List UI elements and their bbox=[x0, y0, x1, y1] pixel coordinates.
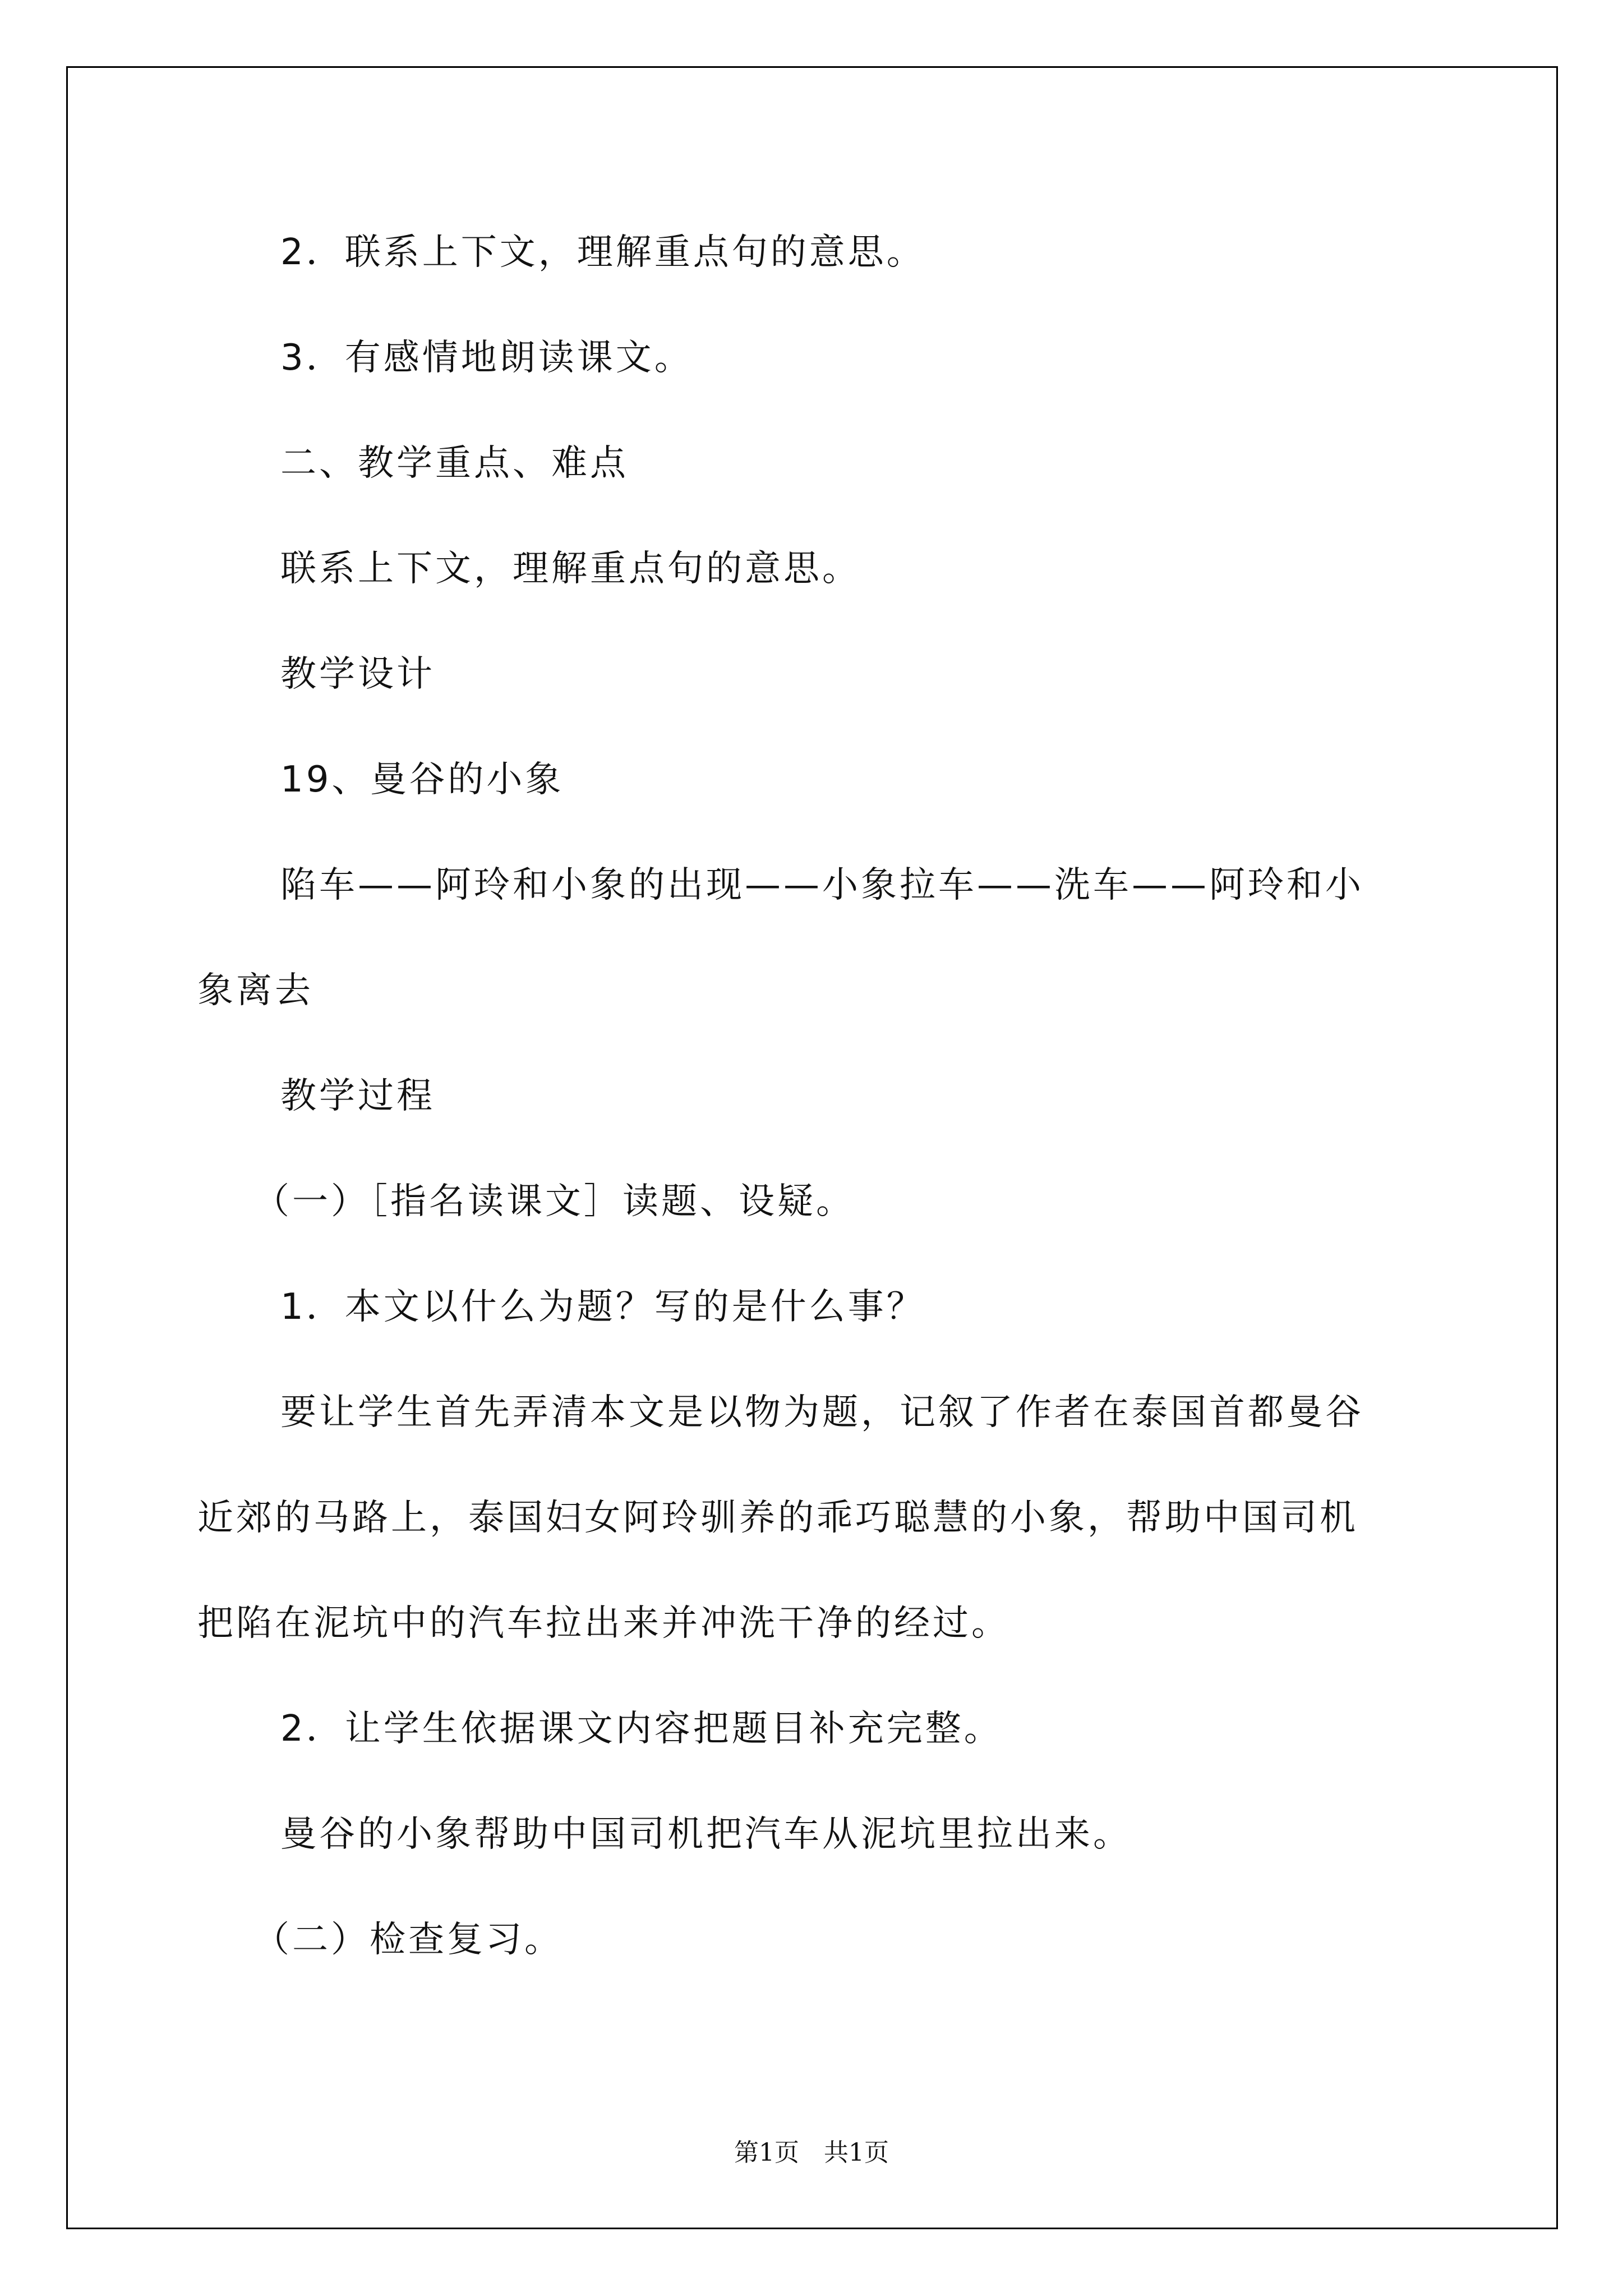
text-line: 2．让学生依据课文内容把题目补充完整。 bbox=[280, 1708, 1003, 1750]
text-line: 把陷在泥坑中的汽车拉出来并冲洗干净的经过。 bbox=[197, 1603, 1010, 1644]
text-line: 联系上下文，理解重点句的意思。 bbox=[280, 548, 861, 590]
text-line: 3．有感情地朗读课文。 bbox=[280, 337, 693, 379]
text-line: 象离去 bbox=[197, 970, 313, 1011]
text-line: 陷车——阿玲和小象的出现——小象拉车——洗车——阿玲和小 bbox=[280, 864, 1364, 906]
page-total: 共1页 bbox=[824, 2138, 889, 2167]
text-line: 1．本文以什么为题？写的是什么事？ bbox=[280, 1286, 925, 1328]
text-line: 要让学生首先弄清本文是以物为题，记叙了作者在泰国首都曼谷 bbox=[280, 1392, 1364, 1433]
page-footer bbox=[0, 2137, 1623, 2169]
text-line: 曼谷的小象帮助中国司机把汽车从泥坑里拉出来。 bbox=[280, 1814, 1132, 1855]
text-line: （一）［指名读课文］读题、设疑。 bbox=[253, 1181, 855, 1222]
text-line: 2．联系上下文，理解重点句的意思。 bbox=[280, 232, 925, 273]
section-heading: 教学设计 bbox=[280, 654, 435, 695]
section-heading: 教学过程 bbox=[280, 1075, 435, 1117]
page-number: 第1页 bbox=[734, 2138, 799, 2167]
text-line: 近郊的马路上，泰国妇女阿玲驯养的乖巧聪慧的小象，帮助中国司机 bbox=[197, 1497, 1358, 1539]
page-border bbox=[66, 66, 1558, 2229]
text-line: （二）检查复习。 bbox=[253, 1919, 563, 1961]
section-heading: 二、教学重点、难点 bbox=[280, 443, 629, 484]
lesson-title: 19、曼谷的小象 bbox=[280, 759, 564, 800]
